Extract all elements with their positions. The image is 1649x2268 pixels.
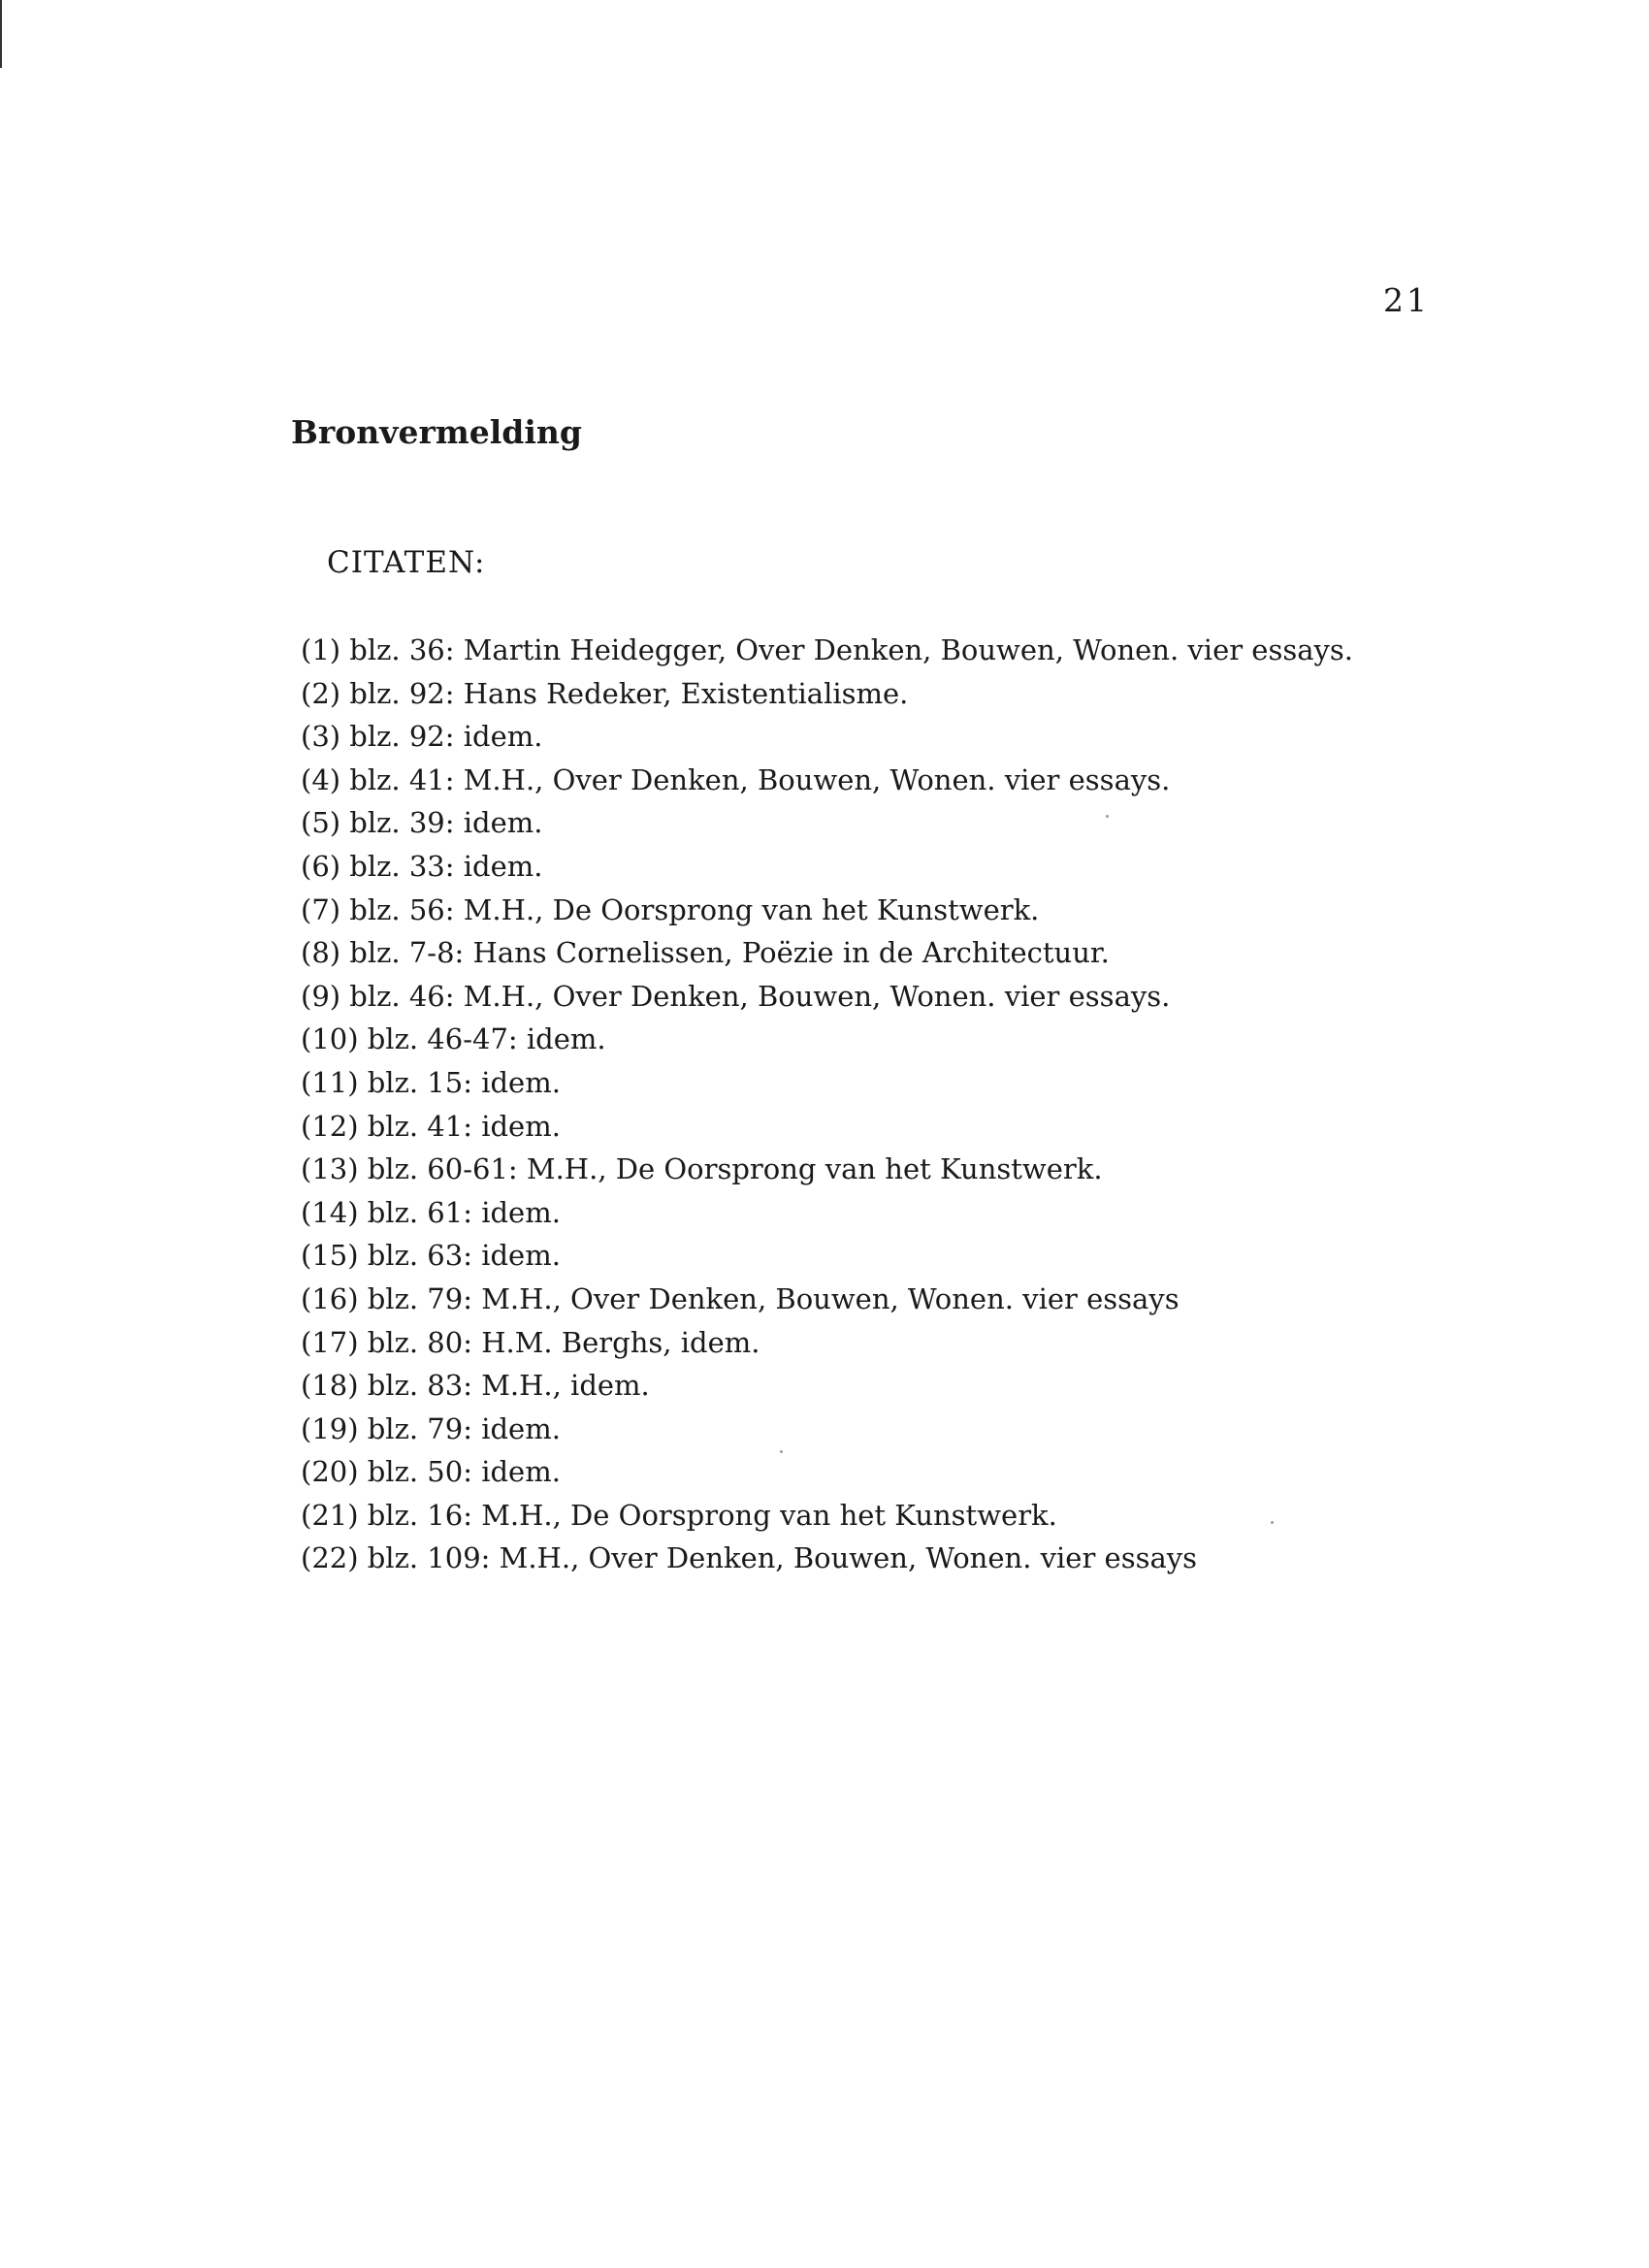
page-number: 21 [1383, 281, 1430, 319]
citation-list [301, 629, 1353, 1580]
citation-item: (12) blz. 41: idem. [301, 1109, 561, 1143]
citation-item: (3) blz. 92: idem. [301, 720, 543, 754]
citation-item: (17) blz. 80: H.M. Berghs, idem. [301, 1325, 760, 1359]
scan-edge-mark [0, 0, 2, 68]
citation-item: (4) blz. 41: M.H., Over Denken, Bouwen, Wonen. vier essays. [301, 762, 1171, 796]
citation-item: (13) blz. 60-61: M.H., De Oorsprong van het Kunstwerk. [301, 1152, 1103, 1186]
citation-item: (2) blz. 92: Hans Redeker, Existentialisme. [301, 676, 909, 710]
citation-item: (18) blz. 83: M.H., idem. [301, 1369, 650, 1403]
section-label: CITATEN: [327, 545, 486, 580]
page-heading: Bronvermelding [291, 413, 582, 451]
citation-item: (15) blz. 63: idem. [301, 1239, 561, 1273]
citation-item: (14) blz. 61: idem. [301, 1195, 561, 1229]
citation-item: (6) blz. 33: idem. [301, 849, 543, 883]
citation-item: (8) blz. 7-8: Hans Cornelissen, Poëzie in de Architectuur. [301, 936, 1110, 970]
citation-item: (22) blz. 109: M.H., Over Denken, Bouwen, Wonen. vier essays [301, 1541, 1198, 1575]
citation-item: (5) blz. 39: idem. [301, 806, 543, 840]
citation-item: (9) blz. 46: M.H., Over Denken, Bouwen, Wonen. vier essays. [301, 979, 1171, 1013]
citation-item: (7) blz. 56: M.H., De Oorsprong van het Kunstwerk. [301, 892, 1040, 926]
citation-item: (16) blz. 79: M.H., Over Denken, Bouwen, Wonen. vier essays [301, 1281, 1180, 1315]
citation-item: (1) blz. 36: Martin Heidegger, Over Denken, Bouwen, Wonen. vier essays. [301, 633, 1354, 666]
citation-item: (21) blz. 16: M.H., De Oorsprong van het Kunstwerk. [301, 1498, 1057, 1532]
citation-item: (20) blz. 50: idem. [301, 1455, 561, 1489]
citation-item: (11) blz. 15: idem. [301, 1065, 561, 1099]
citation-item: (19) blz. 79: idem. [301, 1411, 561, 1445]
citation-item: (10) blz. 46-47: idem. [301, 1022, 606, 1056]
